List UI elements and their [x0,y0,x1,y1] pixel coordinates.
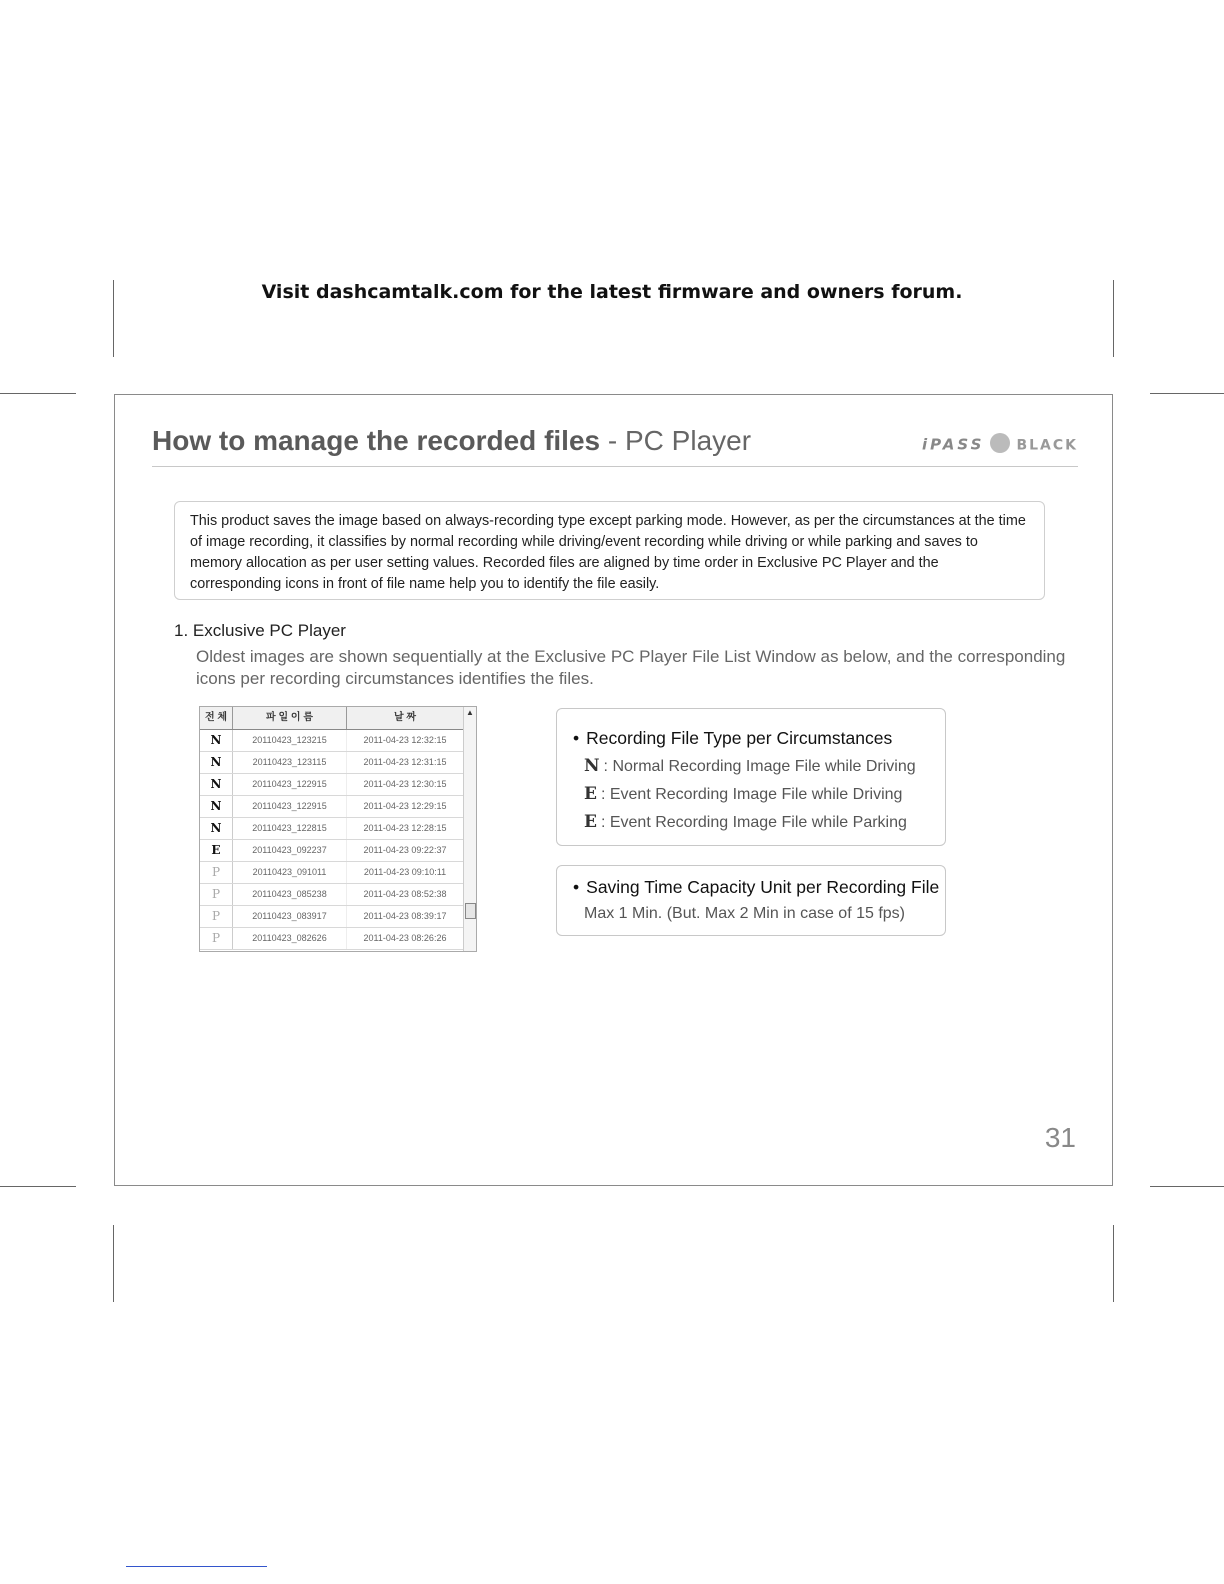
crop-mark [113,1225,114,1302]
brand-ipass: iPASS [921,435,985,454]
file-row[interactable] [200,796,476,818]
file-date: 2011-04-23 12:28:15 [363,823,447,833]
scroll-up-icon[interactable]: ▲ [466,708,474,717]
file-type-icon: N [200,796,233,817]
column-header-filename[interactable]: 파 일 이 름 [233,707,347,729]
saving-time-title-text: Saving Time Capacity Unit per Recording File [586,877,940,897]
file-type-icon: P [200,928,233,949]
brand-black: BLACK [1016,437,1078,454]
title-main: How to manage the recorded files [152,425,601,456]
crop-mark [1150,1186,1224,1187]
recording-types-title-text: Recording File Type per Circumstances [586,728,893,748]
crop-mark [0,393,76,394]
saving-time-box [556,865,946,936]
file-type-icon: E [200,840,233,861]
recording-type-item [584,784,945,805]
file-row[interactable] [200,928,476,950]
type-label: : Event Recording Image File while Driving [600,786,903,803]
recording-types-box [556,708,946,846]
crop-mark [1113,1225,1114,1302]
file-row[interactable] [200,906,476,928]
recording-type-item [584,756,945,777]
file-date: 2011-04-23 08:52:38 [363,889,447,899]
file-row[interactable] [200,884,476,906]
shield-icon [990,433,1010,453]
bullet: • [573,728,580,748]
intro-box: This product saves the image based on always-recording type except parking mode. However, as per the circumstances at the time of image recording, it classifies by normal recording while driving/event recording while driving or while parking and saves to memory allocation as per user setting values. Recorded files are aligned by time order in Exclusive PC Player and the corresponding icons in front of file name help you to identify the file easily. [174,501,1045,600]
file-date: 2011-04-23 09:10:11 [363,867,447,877]
file-name: 20110423_122915 [233,796,347,817]
file-row[interactable] [200,818,476,840]
section-heading: 1. Exclusive PC Player [174,621,346,640]
title-sub: PC Player [625,425,752,456]
file-name: 20110423_091011 [233,862,347,883]
file-name: 20110423_123115 [233,752,347,773]
file-name: 20110423_085238 [233,884,347,905]
file-name: 20110423_083917 [233,906,347,927]
file-row[interactable] [200,774,476,796]
column-header-date[interactable]: 날 짜 [347,707,464,729]
saving-time-text: Max 1 Min. (But. Max 2 Min in case of 15 fps) [584,905,906,922]
file-type-icon: N [200,730,233,751]
file-date: 2011-04-23 08:26:26 [363,933,447,943]
file-date: 2011-04-23 12:29:15 [363,801,447,811]
file-row[interactable] [200,862,476,884]
file-date: 2011-04-23 12:30:15 [363,779,447,789]
type-label: : Event Recording Image File while Parking [600,814,907,831]
crop-mark [0,1186,76,1187]
file-type-icon: N [200,774,233,795]
bullet: • [573,877,580,897]
saving-time-title [573,877,945,898]
column-header-all[interactable]: 전 체 [200,707,233,729]
file-date: 2011-04-23 12:32:15 [363,735,447,745]
website-banner: Visit dashcamtalk.com for the latest firmware and owners forum. [261,281,963,303]
file-type-icon: N [200,818,233,839]
file-list-window [199,706,477,952]
file-name: 20110423_092237 [233,840,347,861]
file-list-scrollbar[interactable] [463,707,476,951]
file-row[interactable] [200,840,476,862]
title-separator: - [600,425,625,456]
type-code: E [584,784,597,804]
file-name: 20110423_123215 [233,730,347,751]
file-name: 20110423_122915 [233,774,347,795]
file-type-icon: N [200,752,233,773]
file-date: 2011-04-23 12:31:15 [363,757,447,767]
file-date: 2011-04-23 09:22:37 [363,845,447,855]
crop-mark [1150,393,1224,394]
file-date: 2011-04-23 08:39:17 [363,911,447,921]
type-code: N [584,756,600,776]
file-name: 20110423_082626 [233,928,347,949]
type-label: : Normal Recording Image File while Driving [603,758,916,775]
file-row[interactable] [200,730,476,752]
file-type-icon: P [200,884,233,905]
file-list-rows [200,730,476,950]
brand-logo [922,435,1078,455]
file-name: 20110423_122815 [233,818,347,839]
page-number: 31 [1044,1122,1076,1153]
footer-link-underline [126,1566,267,1567]
page-header [152,425,1078,467]
type-code: E [584,812,597,832]
recording-types-title [573,728,945,749]
file-type-icon: P [200,906,233,927]
file-row[interactable] [200,752,476,774]
file-type-icon: P [200,862,233,883]
file-list-header [200,707,476,730]
page-title [152,425,751,457]
recording-type-item [584,812,945,833]
manual-page [114,394,1113,1186]
scrollbar-thumb[interactable] [465,903,476,919]
section-description: Oldest images are shown sequentially at the Exclusive PC Player File List Window as below, and the corresponding icons per recording circumstances identifies the files. [196,647,1066,688]
